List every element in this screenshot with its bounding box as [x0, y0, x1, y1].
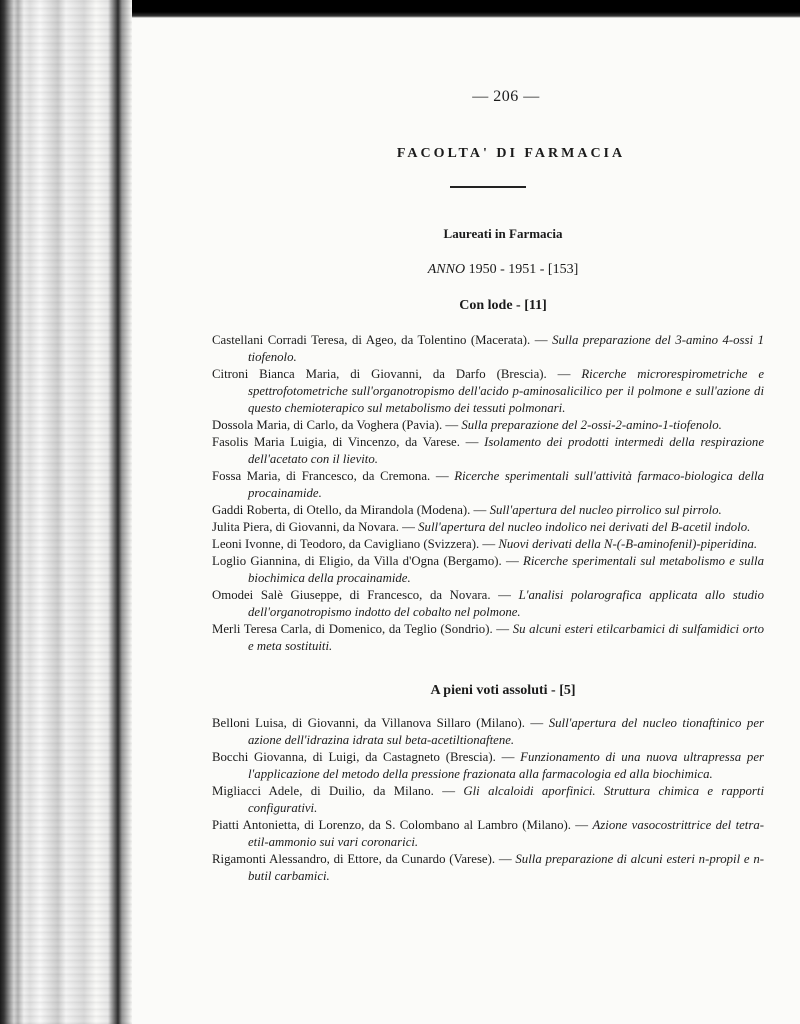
list-item — [212, 783, 764, 817]
entry-title: L'analisi polarografica applicata allo studio dell'organotropismo indotto del cobalto nel polmone. — [248, 588, 764, 619]
list-item — [212, 553, 764, 587]
list-item — [212, 817, 764, 851]
entry-author: Fossa Maria, di Francesco, da Cremona. — — [212, 469, 449, 483]
list-item — [212, 851, 764, 885]
entry-author: Bocchi Giovanna, di Luigi, da Castagneto (Brescia). — — [212, 750, 515, 764]
list-item — [212, 332, 764, 366]
entry-author: Omodei Salè Giuseppe, di Francesco, da Novara. — — [212, 588, 511, 602]
subtitle: Laureati in Farmacia — [443, 226, 563, 241]
entry-author: Julita Piera, di Giovanni, da Novara. — — [212, 520, 415, 534]
list-item — [212, 715, 764, 749]
entry-title: Ricerche sperimentali sull'attività farmaco-biologica della procainamide. — [248, 469, 765, 500]
title-divider — [450, 186, 526, 188]
list-item — [212, 536, 764, 553]
list-item — [212, 519, 764, 536]
list-item — [212, 502, 764, 519]
entry-author: Gaddi Roberta, di Otello, da Mirandola (Modena). — — [212, 503, 487, 517]
year-label: ANNO — [427, 262, 466, 277]
entries-con-lode — [212, 332, 764, 655]
entry-title: Funzionamento di una nuova ultrapressa per l'applicazione del metodo della pressione frazionata alla farmacologia ed alla biochimica. — [248, 750, 764, 781]
entry-title: Ricerche sperimentali sul metabolismo e sulla biochimica della procainamide. — [248, 554, 765, 585]
entry-title: Sull'apertura del nucleo pirrolico sul pirrolo. — [489, 503, 722, 517]
entry-author: Rigamonti Alessandro, di Ettore, da Cunardo (Varese). — — [212, 852, 512, 866]
section-heading-pieni-voti: A pieni voti assoluti - [5] — [430, 683, 576, 698]
faculty-title: FACOLTA' DI FARMACIA — [396, 146, 626, 161]
entry-author: Fasolis Maria Luigia, di Vincenzo, da Varese. — — [212, 435, 479, 449]
list-item — [212, 434, 764, 468]
book-binding-edge — [0, 0, 132, 1024]
entries-pieni-voti — [212, 715, 764, 885]
entry-title: Sulla preparazione del 2-ossi-2-amino-1-tiofenolo. — [461, 418, 722, 432]
entry-title: Sull'apertura del nucleo tionaftinico per azione dell'idrazina idrata sul beta-acetiltionaftene. — [248, 716, 764, 747]
entry-title: Nuovi derivati della N-(-B-aminofenil)-piperidina. — [498, 537, 758, 551]
entry-title: Isolamento dei prodotti intermedi della respirazione dell'acetato con il lievito. — [248, 435, 765, 466]
page-number: — 206 — — [472, 88, 540, 105]
list-item — [212, 621, 764, 655]
list-item — [212, 587, 764, 621]
entry-title: Sull'apertura del nucleo indolico nei derivati del B-acetil indolo. — [418, 520, 751, 534]
entry-title: Azione vasocostrittrice del tetra-etil-ammonio sui vari coronarici. — [248, 818, 765, 849]
year-range: 1950 - 1951 - [153] — [468, 262, 579, 277]
entry-author: Migliacci Adele, di Duilio, da Milano. — — [212, 784, 456, 798]
entry-title: Ricerche microrespirometriche e spettrofotometriche sull'organotropismo dell'acido p-aminosalicilico per il polmone e sull'azione di questo chemioterapico sul metabolismo dei tessuti polmonari. — [248, 367, 765, 415]
entry-title: Gli alcaloidi aporfinici. Struttura chimica e rapporti configurativi. — [248, 784, 765, 815]
entry-title: Sulla preparazione di alcuni esteri n-propil e n-butil carbamici. — [248, 852, 765, 883]
entry-author: Castellani Corradi Teresa, di Ageo, da Tolentino (Macerata). — — [212, 333, 548, 347]
list-item — [212, 468, 764, 502]
entry-author: Leoni Ivonne, di Teodoro, da Cavigliano (Svizzera). — — [212, 537, 496, 551]
entry-title: Sulla preparazione del 3-amino 4-ossi 1 tiofenolo. — [248, 333, 764, 364]
entry-author: Loglio Giannina, di Eligio, da Villa d'Ogna (Bergamo). — — [212, 554, 519, 568]
list-item — [212, 749, 764, 783]
entry-author: Belloni Luisa, di Giovanni, da Villanova Sillaro (Milano). — — [212, 716, 544, 730]
list-item — [212, 366, 764, 417]
entry-author: Citroni Bianca Maria, di Giovanni, da Darfo (Brescia). — — [212, 367, 571, 381]
entry-author: Dossola Maria, di Carlo, da Voghera (Pavia). — — [212, 418, 459, 432]
academic-year — [242, 262, 764, 278]
entry-author: Merli Teresa Carla, di Domenico, da Teglio (Sondrio). — — [212, 622, 510, 636]
document-page — [212, 88, 764, 885]
entry-author: Piatti Antonietta, di Lorenzo, da S. Colombano al Lambro (Milano). — — [212, 818, 589, 832]
list-item — [212, 417, 764, 434]
section-heading-con-lode: Con lode - [11] — [459, 298, 547, 313]
entry-title: Su alcuni esteri etilcarbamici di sulfamidici orto e meta sostituiti. — [248, 622, 765, 653]
